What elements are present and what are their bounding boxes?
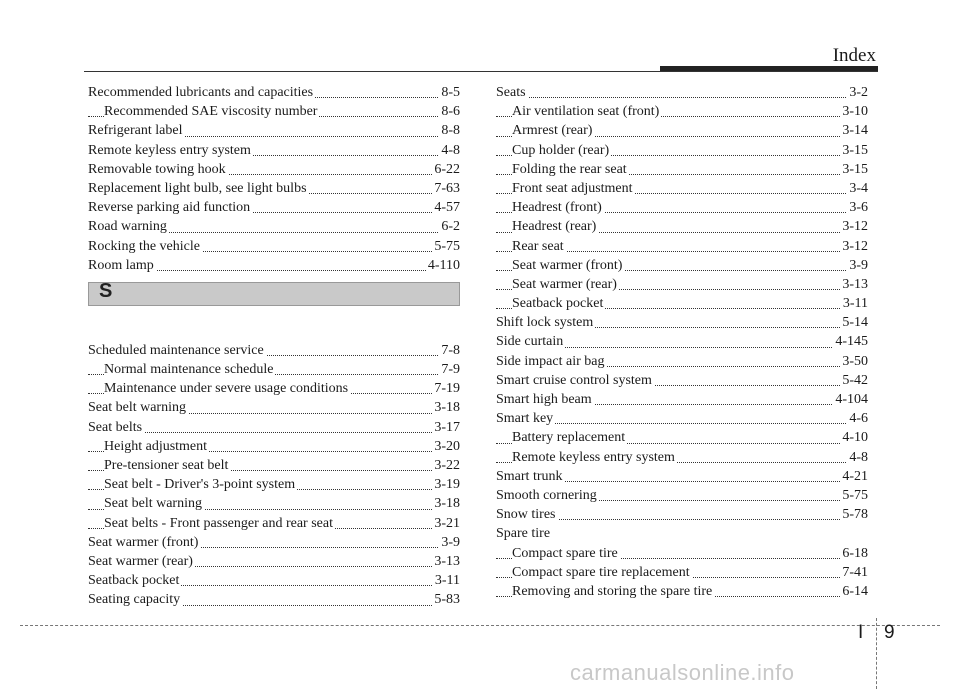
entry-term: Seat belt warning xyxy=(104,496,202,512)
footer-page: 9 xyxy=(884,622,895,643)
index-entry xyxy=(496,486,868,505)
index-entry xyxy=(496,102,868,121)
index-entry xyxy=(496,582,868,601)
index-entry xyxy=(88,102,460,121)
entry-term: Reverse parking aid function xyxy=(88,200,251,216)
entry-term: Seat belts xyxy=(88,419,143,435)
entry-page-ref: 3-17 xyxy=(432,418,460,437)
entry-page-ref: 7-63 xyxy=(432,179,460,198)
entry-page-ref: 3-20 xyxy=(432,437,460,456)
entry-page-ref: 5-78 xyxy=(840,505,868,524)
entry-page-ref: 3-12 xyxy=(840,237,868,256)
index-entry xyxy=(496,83,868,102)
entry-term: Battery replacement xyxy=(512,430,626,446)
index-entry xyxy=(88,418,460,437)
index-entry xyxy=(88,121,460,140)
entry-page-ref: 7-41 xyxy=(840,563,868,582)
index-entry xyxy=(496,428,868,447)
entry-page-ref: 8-8 xyxy=(439,121,460,140)
entry-term: Refrigerant label xyxy=(88,123,183,139)
entry-page-ref: 5-75 xyxy=(432,237,460,256)
entry-page-ref: 6-18 xyxy=(840,544,868,563)
entry-term: Snow tires xyxy=(496,507,556,523)
index-entry xyxy=(88,494,460,513)
entry-term: Headrest (rear) xyxy=(512,219,597,235)
header-rule xyxy=(84,71,878,72)
footer-rule xyxy=(20,625,940,626)
entry-term: Compact spare tire replacement xyxy=(512,564,690,580)
index-entry xyxy=(88,514,460,533)
entry-term: Compact spare tire xyxy=(512,545,618,561)
entry-page-ref: 5-14 xyxy=(840,313,868,332)
entry-term: Side curtain xyxy=(496,334,564,350)
index-entry xyxy=(496,198,868,217)
entry-page-ref: 4-110 xyxy=(426,256,460,275)
index-entry xyxy=(496,563,868,582)
entry-page-ref: 5-42 xyxy=(840,371,868,390)
index-entry xyxy=(496,256,868,275)
entry-page-ref: 3-2 xyxy=(847,83,868,102)
index-entry xyxy=(496,544,868,563)
index-entry xyxy=(496,237,868,256)
entry-term: Seatback pocket xyxy=(88,573,180,589)
footer-divider xyxy=(876,618,877,689)
entry-page-ref: 3-13 xyxy=(840,275,868,294)
index-entry xyxy=(88,533,460,552)
entry-page-ref: 3-11 xyxy=(433,571,460,590)
entry-term: Folding the rear seat xyxy=(512,161,627,177)
entry-page-ref: 3-21 xyxy=(432,514,460,533)
index-entry xyxy=(88,217,460,236)
index-entry xyxy=(88,379,460,398)
index-entry xyxy=(88,179,460,198)
index-entry xyxy=(88,456,460,475)
entry-term: Smart high beam xyxy=(496,392,592,407)
entry-term: Front seat adjustment xyxy=(512,180,633,196)
index-entry xyxy=(496,294,868,313)
index-entry xyxy=(496,141,868,160)
entry-page-ref: 4-6 xyxy=(847,409,868,428)
entry-term: Rear seat xyxy=(512,238,564,254)
entry-page-ref: 3-15 xyxy=(840,141,868,160)
index-entry xyxy=(88,360,460,379)
index-entry xyxy=(88,571,460,590)
entry-term: Room lamp xyxy=(88,257,154,273)
entry-page-ref: 3-18 xyxy=(432,398,460,417)
entry-term: Seat belt warning xyxy=(88,400,186,416)
section-letter: S xyxy=(99,279,113,302)
entry-term: Seatback pocket xyxy=(512,296,604,312)
index-entry xyxy=(496,275,868,294)
entry-page-ref: 8-6 xyxy=(439,102,460,121)
entry-term: Recommended SAE viscosity number xyxy=(104,104,318,120)
entry-page-ref: 6-22 xyxy=(432,160,460,179)
entry-page-ref: 6-14 xyxy=(840,582,868,601)
index-entry xyxy=(496,467,868,486)
entry-term: Spare tire xyxy=(496,526,551,542)
index-entry xyxy=(88,141,460,160)
entry-page-ref: 3-9 xyxy=(847,256,868,275)
entry-page-ref: 5-83 xyxy=(432,590,460,609)
entry-page-ref: 4-57 xyxy=(432,198,460,217)
entry-term: Height adjustment xyxy=(104,438,208,454)
index-entry xyxy=(496,179,868,198)
index-entry xyxy=(88,398,460,417)
index-entry xyxy=(88,590,460,609)
entry-term: Armrest (rear) xyxy=(512,123,593,139)
index-entry xyxy=(496,217,868,236)
entry-page-ref: 3-13 xyxy=(432,552,460,571)
entry-term: Seat belts - Front passenger and rear seat xyxy=(104,515,333,531)
entry-page-ref: 4-8 xyxy=(439,141,460,160)
entry-term: Smart trunk xyxy=(496,468,563,484)
section-header-s xyxy=(88,279,460,306)
footer-section: I xyxy=(858,622,864,643)
index-entry xyxy=(496,352,868,371)
entry-term: Seat warmer (front) xyxy=(88,534,199,550)
entry-page-ref: 3-11 xyxy=(841,294,868,313)
index-entry xyxy=(496,121,868,140)
entry-term: Removing and storing the spare tire xyxy=(512,583,713,599)
entry-page-ref: 3-18 xyxy=(432,494,460,513)
leader-dots xyxy=(496,97,868,98)
entry-term: Maintenance under severe usage conditions xyxy=(104,381,349,397)
entry-term: Removable towing hook xyxy=(88,161,226,177)
entry-term: Seat warmer (front) xyxy=(512,257,623,273)
entry-page-ref: 7-19 xyxy=(432,379,460,398)
index-entry xyxy=(496,390,868,409)
entry-term: Replacement light bulb, see light bulbs xyxy=(88,180,307,196)
index-entry xyxy=(496,409,868,428)
entry-term: Normal maintenance schedule xyxy=(104,362,274,378)
index-entry xyxy=(496,505,868,524)
entry-page-ref: 3-22 xyxy=(432,456,460,475)
entry-page-ref: 5-75 xyxy=(840,486,868,505)
entry-page-ref: 3-4 xyxy=(847,179,868,198)
entry-term: Pre-tensioner seat belt xyxy=(104,458,229,473)
entry-term: Remote keyless entry system xyxy=(512,449,675,465)
entry-page-ref: 8-5 xyxy=(439,83,460,102)
page-title: Index xyxy=(832,45,876,66)
entry-page-ref: 7-9 xyxy=(439,360,460,379)
index-list-s xyxy=(88,341,460,610)
index-entry xyxy=(88,256,460,275)
index-entry xyxy=(88,198,460,217)
index-entry xyxy=(496,371,868,390)
entry-term: Smart key xyxy=(496,411,554,427)
entry-page-ref: 4-8 xyxy=(847,448,868,467)
entry-term: Seat warmer (rear) xyxy=(88,553,193,569)
entry-term: Shift lock system xyxy=(496,315,594,331)
entry-page-ref: 4-10 xyxy=(840,428,868,447)
index-entry xyxy=(496,448,868,467)
entry-term: Cup holder (rear) xyxy=(512,142,610,158)
entry-page-ref: 3-14 xyxy=(840,121,868,140)
entry-term: Smooth cornering xyxy=(496,487,597,503)
index-entry xyxy=(88,341,460,360)
entry-page-ref: 3-50 xyxy=(840,352,868,371)
entry-page-ref: 3-6 xyxy=(847,198,868,217)
index-entry xyxy=(496,160,868,179)
entry-term: Headrest (front) xyxy=(512,200,602,216)
index-entry xyxy=(496,524,868,543)
entry-page-ref: 3-9 xyxy=(439,533,460,552)
entry-term: Road warning xyxy=(88,219,167,235)
index-list-r xyxy=(88,83,460,275)
entry-term: Seat belt - Driver's 3-point system xyxy=(104,477,296,493)
entry-term: Seat warmer (rear) xyxy=(512,276,617,292)
entry-term: Recommended lubricants and capacities xyxy=(88,85,314,100)
entry-term: Air ventilation seat (front) xyxy=(512,104,660,120)
entry-term: Smart cruise control system xyxy=(496,372,652,388)
index-entry xyxy=(88,83,460,102)
index-list-s-continued xyxy=(496,83,868,601)
entry-term: Scheduled maintenance service xyxy=(88,342,264,358)
entry-page-ref: 3-10 xyxy=(840,102,868,121)
index-entry xyxy=(496,313,868,332)
entry-page-ref: 4-21 xyxy=(840,467,868,486)
entry-page-ref: 3-12 xyxy=(840,217,868,236)
entry-page-ref: 6-2 xyxy=(439,217,460,236)
entry-term: Remote keyless entry system xyxy=(88,142,251,158)
index-entry xyxy=(88,160,460,179)
index-entry xyxy=(88,237,460,256)
entry-page-ref: 3-15 xyxy=(840,160,868,179)
entry-page-ref: 4-104 xyxy=(833,390,868,409)
entry-page-ref: 4-145 xyxy=(833,332,868,351)
entry-page-ref: 3-19 xyxy=(432,475,460,494)
entry-term: Seats xyxy=(496,85,526,100)
index-entry xyxy=(88,552,460,571)
index-column-left xyxy=(88,83,460,610)
index-entry xyxy=(496,332,868,351)
index-entry xyxy=(88,475,460,494)
entry-page-ref: 7-8 xyxy=(439,341,460,360)
index-column-right xyxy=(496,83,868,601)
entry-term: Side impact air bag xyxy=(496,353,605,369)
entry-term: Seating capacity xyxy=(88,592,181,608)
entry-term: Rocking the vehicle xyxy=(88,238,200,254)
index-entry xyxy=(88,437,460,456)
watermark: carmanualsonline.info xyxy=(570,660,795,685)
